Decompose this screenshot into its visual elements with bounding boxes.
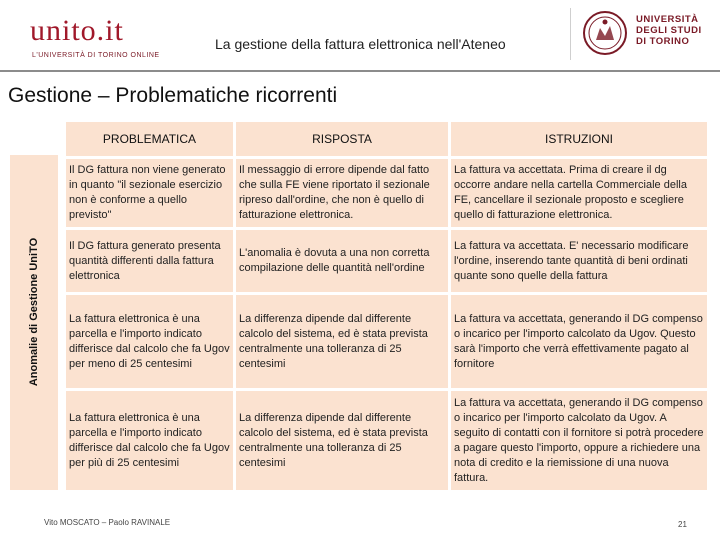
table-cell — [236, 159, 448, 227]
sidebar-label: Anomalie di Gestione UniTO — [28, 237, 40, 387]
cell-text: L'anomalia è dovuta a una non corretta compilazione delle quantità nell'ordine — [239, 247, 430, 274]
page-number: 21 — [678, 520, 687, 529]
header-divider — [570, 8, 571, 60]
cell-text: Il DG fattura non viene generato in quanto "il sezionale esercizio non è conforme a quello previsto" — [69, 164, 226, 221]
cell-text: La fattura va accettata. E' necessario modificare l'ordine, inserendo tante quantità di beni ordinati quante sono quelle della fattura — [454, 239, 689, 282]
table-cell — [66, 230, 233, 292]
university-name — [636, 14, 702, 47]
table-cell — [66, 391, 233, 490]
cell-text: La fattura va accettata, generando il DG compenso o incarico per l'importo calcolato da Ugov. Questo sarà l'importo che verrà effettivamente pagato al fornitore — [454, 312, 703, 370]
cell-text: La fattura va accettata, generando il DG compenso o incarico per l'importo calcolato da Ugov. A seguito di contatti con il fornitore si potrà procedere a pagare questo l'importo, oppure a richiedere una nota di credito e la riemissione di una nuova fattura. — [454, 396, 704, 484]
column-header-problematica: PROBLEMATICA — [66, 122, 233, 156]
cell-text: Il DG fattura generato presenta quantità differenti dalla fattura elettronica — [69, 239, 221, 282]
table-cell — [66, 159, 233, 227]
footer-author: Vito MOSCATO – Paolo RAVINALE — [44, 518, 171, 527]
unito-logo — [30, 14, 170, 64]
cell-text: La fattura elettronica è una parcella e l'importo indicato differisce dal calcolo che fa Ugov per meno di 25 centesimi — [69, 312, 230, 370]
cell-text: La fattura va accettata. Prima di creare il dg occorre andare nella cartella Commerciale della FE, cancellare il sezionale proposto e scegliere quello di fatturazione elettronica. — [454, 164, 687, 221]
cell-text: La fattura elettronica è una parcella e l'importo indicato differisce dal calcolo che fa Ugov per più di 25 centesimi — [69, 411, 230, 469]
university-name-line: DI TORINO — [636, 36, 690, 47]
header-rule — [0, 70, 720, 72]
table-cell — [236, 230, 448, 292]
university-name-line: DEGLI STUDI — [636, 25, 702, 36]
cell-text: La differenza dipende dal differente calcolo del sistema, ed è stata prevista centralmente una tolleranza di 25 centesimi — [239, 411, 428, 469]
column-header-risposta: RISPOSTA — [236, 122, 448, 156]
table-cell — [451, 230, 707, 292]
slide-header — [0, 0, 720, 70]
university-logo — [582, 10, 712, 60]
table-cell — [66, 295, 233, 388]
logo-subtitle: L'UNIVERSITÀ DI TORINO ONLINE — [32, 52, 160, 59]
table-cell — [236, 295, 448, 388]
logo-text: unito.it — [30, 14, 124, 47]
table-cell — [451, 159, 707, 227]
table-cell — [451, 295, 707, 388]
university-seal-icon — [582, 10, 628, 56]
table-cell — [451, 391, 707, 490]
slide-title: Gestione – Problematiche ricorrenti — [8, 84, 338, 107]
university-name-line: UNIVERSITÀ — [636, 14, 699, 25]
column-header-istruzioni: ISTRUZIONI — [451, 122, 707, 156]
header-title: La gestione della fattura elettronica nell'Ateneo — [215, 36, 506, 52]
table-cell — [236, 391, 448, 490]
cell-text: La differenza dipende dal differente calcolo del sistema, ed è stata prevista centralmente una tolleranza di 25 centesimi — [239, 312, 428, 370]
cell-text: Il messaggio di errore dipende dal fatto che sulla FE viene riportato il sezionale ripreso dall'ordine, che non è quello di fatturazione elettronica. — [239, 164, 430, 221]
